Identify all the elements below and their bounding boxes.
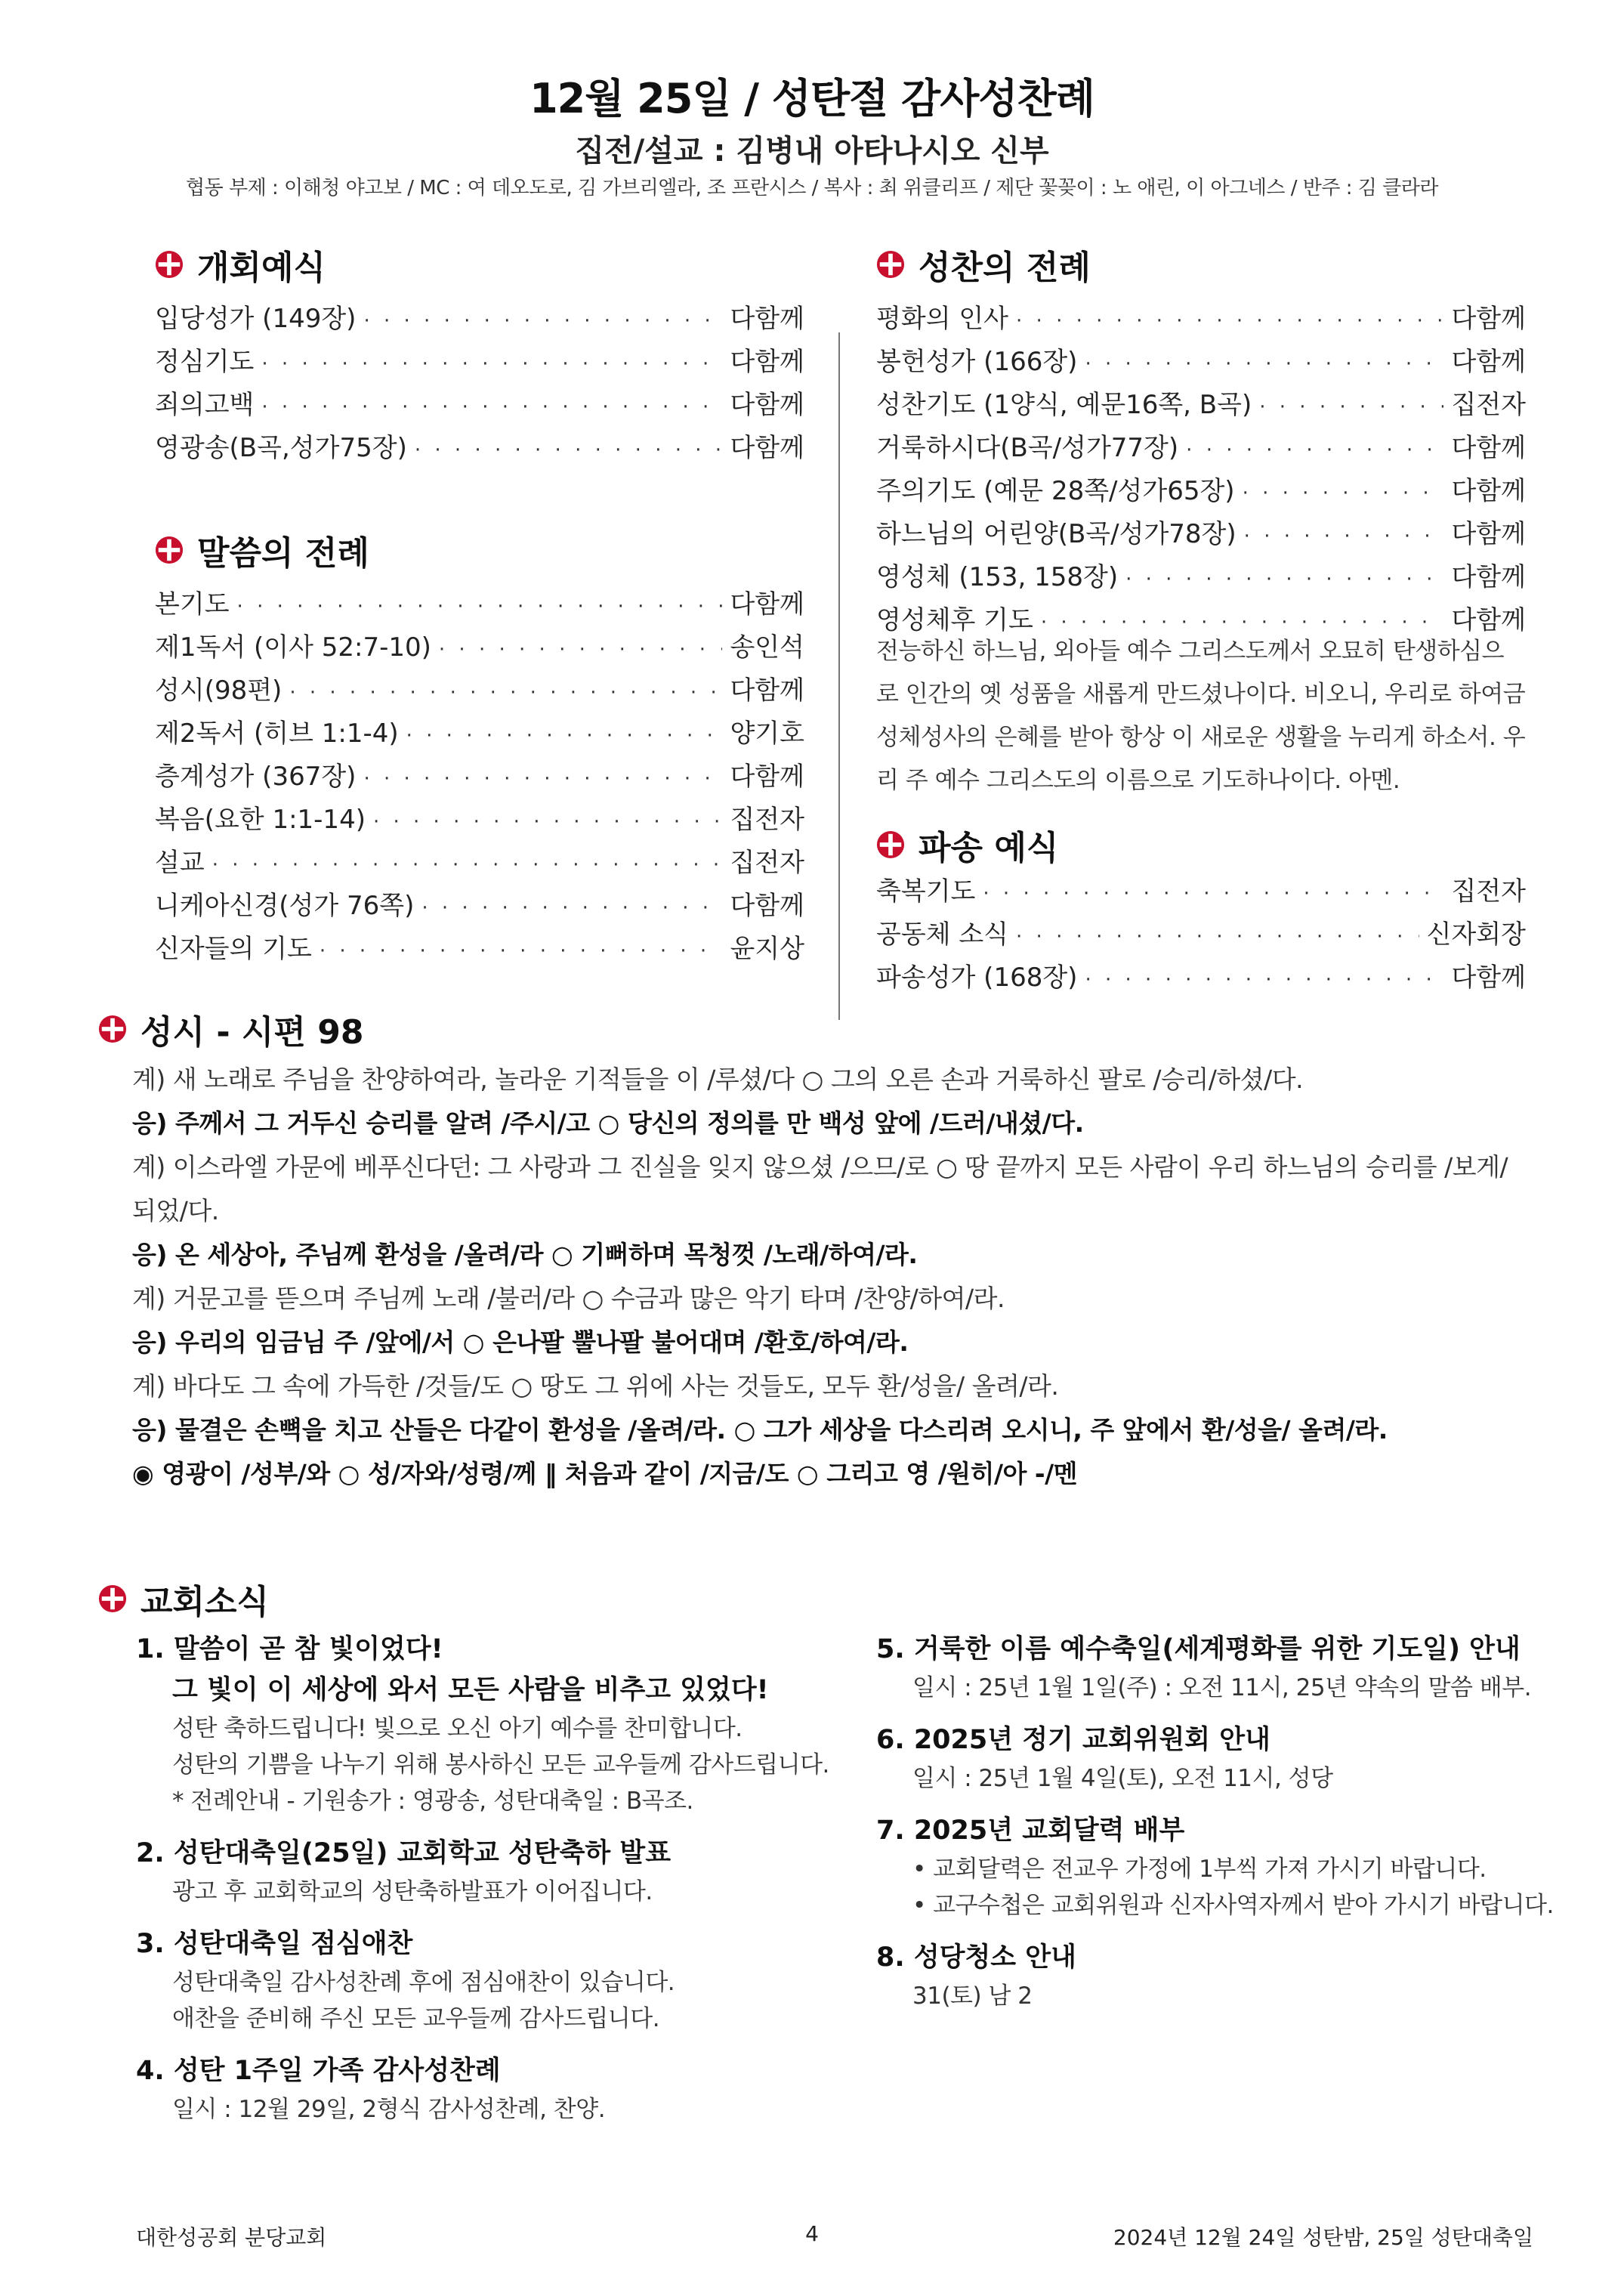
psalm-line: 응) 온 세상아, 주님께 환성을 /올려/라 ○ 기뻐하며 목청껏 /노래/하여/라.: [132, 1240, 918, 1269]
news-title: 8. 성당청소 안내: [876, 1942, 1076, 1973]
liturgy-item-name: 성찬기도 (1양식, 예문16쪽, B곡): [876, 390, 1252, 420]
liturgy-item-name: 축복기도: [876, 876, 976, 907]
psalm-line: 응) 물결은 손뼉을 치고 산들은 다같이 환성을 /올려/라. ○ 그가 세상을 다스리려 오시니, 주 앞에서 환/성을/ 올려/라.: [132, 1415, 1388, 1445]
liturgy-item-name: 공동체 소식: [876, 919, 1009, 950]
dot-leader: [1243, 482, 1444, 505]
page-title: 12월 25일 / 성탄절 감사성찬례: [529, 75, 1095, 122]
jerusalem-cross-icon: [876, 830, 905, 859]
footer-date: 2024년 12월 24일 성탄밤, 25일 성탄대축일: [1113, 2225, 1533, 2250]
dot-leader: [320, 940, 723, 963]
news-title: 5. 거룩한 이름 예수축일(세계평화를 위한 기도일) 안내: [876, 1634, 1521, 1664]
news-text: 성탄 축하드립니다! 빛으로 오신 아기 예수를 찬미합니다.: [172, 1715, 743, 1742]
liturgy-row: [155, 712, 804, 756]
liturgy-item-performer: 다함께: [1451, 304, 1526, 334]
liturgy-item-name: 성시(98편): [155, 675, 283, 706]
liturgy-item-performer: 다함께: [730, 347, 804, 377]
news-text: 광고 후 교회학교의 성탄축하발표가 이어집니다.: [172, 1878, 653, 1905]
liturgy-item-name: 파송성가 (168장): [876, 963, 1078, 993]
news-text: 일시 : 12월 29일, 2형식 감사성찬례, 찬양.: [172, 2096, 606, 2123]
liturgy-row: [876, 513, 1526, 556]
dot-leader: [1016, 926, 1419, 948]
word-list: [155, 583, 804, 971]
section-eucharist-heading: [876, 240, 1091, 289]
news-item: [876, 1810, 1586, 1924]
liturgy-row: [155, 427, 804, 470]
dot-leader: [1186, 439, 1443, 462]
liturgy-item-performer: 다함께: [1451, 347, 1526, 377]
liturgy-item-performer: 신자회장: [1426, 919, 1526, 950]
dot-leader: [421, 897, 722, 919]
section-word-heading: [155, 526, 369, 574]
section-news-heading: [98, 1575, 269, 1623]
dot-leader: [261, 396, 722, 419]
dot-leader: [363, 768, 722, 790]
post-communion-prayer: 전능하신 하느님, 외아들 예수 그리스도께서 오묘히 탄생하심으로 인간의 옛 성품을 새롭게 만드셨나이다. 비오니, 우리로 하여금 성체성사의 은혜를 받아 항상 이 새로운 생활을 누리게 하소서. 우리 주 예수 그리스도의 이름으로 기도하나이다. 아멘.: [876, 638, 1526, 794]
liturgy-row: [155, 341, 804, 384]
liturgy-item-performer: 송인석: [730, 632, 804, 663]
psalm-line: ◉ 영광이 /성부/와 ○ 성/자와/성령/께 ‖ 처음과 같이 /지금/도 ○ 그리고 영 /원히/아 -/멘: [132, 1459, 1078, 1488]
liturgy-item-performer: 다함께: [1451, 433, 1526, 463]
liturgy-item-name: 본기도: [155, 589, 230, 620]
news-bullet: • 교구수첩은 교회위원과 신자사역자께서 받아 가시기 바랍니다.: [912, 1892, 1554, 1919]
liturgy-row: [876, 341, 1526, 384]
page-subtitle: 집전/설교 : 김병내 아타나시오 신부: [575, 134, 1049, 168]
liturgy-item-name: 봉헌성가 (166장): [876, 347, 1078, 377]
news-text: 31(토) 남 2: [912, 1982, 1033, 2010]
liturgy-item-name: 평화의 인사: [876, 304, 1009, 334]
section-dismissal-heading: [876, 820, 1058, 869]
section-opening-heading: [155, 240, 326, 289]
news-text: 성탄대축일 감사성찬례 후에 점심애찬이 있습니다.: [172, 1969, 675, 1996]
news-left-column: [136, 1629, 846, 2141]
liturgy-item-name: 층계성가 (367장): [155, 762, 357, 792]
news-item: [136, 1629, 846, 1819]
news-title: 3. 성탄대축일 점심애찬: [136, 1929, 413, 1959]
column-divider: [838, 332, 840, 1020]
liturgy-row: [155, 799, 804, 842]
section-title: 교회소식: [140, 1583, 270, 1621]
liturgy-item-performer: 다함께: [730, 390, 804, 420]
liturgy-row: [876, 870, 1526, 913]
news-title: 6. 2025년 정기 교회위원회 안내: [876, 1725, 1270, 1755]
news-title: 4. 성탄 1주일 가족 감사성찬례: [136, 2056, 501, 2086]
section-psalm-heading: [98, 1005, 363, 1053]
liturgy-item-performer: 윤지상: [730, 934, 804, 964]
news-item: [876, 1720, 1586, 1797]
liturgy-item-performer: 양기호: [730, 718, 804, 749]
liturgy-item-performer: 다함께: [1451, 963, 1526, 993]
section-title: 성시 - 시편 98: [140, 1013, 364, 1052]
liturgy-row: [876, 384, 1526, 427]
news-title: 1. 말씀이 곧 참 빛이었다!: [136, 1634, 443, 1664]
liturgy-item-performer: 다함께: [1451, 476, 1526, 506]
liturgy-item-performer: 집전자: [730, 805, 804, 835]
dot-leader: [1125, 568, 1443, 591]
liturgy-item-name: 신자들의 기도: [155, 934, 312, 964]
news-text: 일시 : 25년 1월 4일(토), 오전 11시, 성당: [912, 1765, 1333, 1792]
dot-leader: [237, 595, 723, 618]
opening-list: [155, 298, 804, 470]
liturgy-row: [876, 298, 1526, 341]
jerusalem-cross-icon: [155, 536, 184, 564]
liturgy-item-performer: 집전자: [1451, 876, 1526, 907]
liturgy-item-name: 제1독서 (이사 52:7-10): [155, 632, 431, 663]
liturgy-row: [155, 626, 804, 669]
assistants-line: 협동 부제 : 이해청 야고보 / MC : 여 데오도로, 김 가브리엘라, 조 프란시스 / 복사 : 최 위클리프 / 제단 꽃꽂이 : 노 애린, 이 아그네스 / 반주 : 김 클라라: [186, 177, 1438, 199]
liturgy-item-name: 입당성가 (149장): [155, 304, 357, 334]
liturgy-row: [876, 956, 1526, 1000]
liturgy-row: [155, 885, 804, 928]
news-item: [876, 1629, 1586, 1706]
liturgy-item-performer: 다함께: [730, 762, 804, 792]
dot-leader: [439, 638, 723, 661]
section-title: 파송 예식: [919, 829, 1059, 867]
section-title: 성찬의 전례: [919, 249, 1091, 287]
news-text: 성탄의 기쁨을 나누기 위해 봉사하신 모든 교우들께 감사드립니다.: [172, 1751, 829, 1778]
liturgy-item-performer: 다함께: [730, 675, 804, 706]
liturgy-item-performer: 다함께: [730, 433, 804, 463]
jerusalem-cross-icon: [98, 1584, 127, 1613]
liturgy-row: [155, 928, 804, 971]
liturgy-item-performer: 집전자: [730, 848, 804, 878]
dot-leader: [1085, 969, 1443, 991]
dismissal-list: [876, 870, 1526, 1000]
liturgy-item-name: 죄의고백: [155, 390, 255, 420]
dot-leader: [363, 310, 722, 332]
liturgy-row: [876, 913, 1526, 956]
news-title-line2: 그 빛이 이 세상에 와서 모든 사람을 비추고 있었다!: [172, 1675, 769, 1705]
dot-leader: [1259, 396, 1443, 419]
liturgy-item-name: 니케아신경(성가 76쪽): [155, 891, 415, 921]
dot-leader: [406, 725, 723, 747]
psalm-text: [132, 1058, 1582, 1496]
liturgy-item-name: 정심기도: [155, 347, 255, 377]
psalm-line: 계) 거문고를 뜯으며 주님께 노래 /불러/라 ○ 수금과 많은 악기 타며 /찬양/하여/라.: [132, 1284, 1005, 1313]
news-text: * 전례안내 - 기원송가 : 영광송, 성탄대축일 : B곡조.: [172, 1788, 693, 1815]
news-item: [136, 1924, 846, 2037]
psalm-line: 응) 주께서 그 거두신 승리를 알려 /주시/고 ○ 당신의 정의를 만 백성 앞에 /드러/내셨/다.: [132, 1108, 1084, 1138]
dot-leader: [1016, 310, 1443, 332]
liturgy-row: [155, 756, 804, 799]
liturgy-item-name: 제2독서 (히브 1:1-4): [155, 718, 399, 749]
liturgy-row: [876, 470, 1526, 513]
dot-leader: [1244, 525, 1444, 548]
liturgy-row: [155, 842, 804, 885]
psalm-line: 응) 우리의 임금님 주 /앞에/서 ○ 은나팔 뿔나팔 불어대며 /환호/하여/라.: [132, 1327, 909, 1357]
dot-leader: [1085, 353, 1443, 375]
news-right-column: [876, 1629, 1586, 2028]
liturgy-item-performer: 다함께: [730, 304, 804, 334]
liturgy-item-performer: 다함께: [1451, 562, 1526, 592]
liturgy-item-name: 영성체 (153, 158장): [876, 562, 1119, 592]
footer-church-name: 대한성공회 분당교회: [136, 2225, 327, 2250]
liturgy-item-name: 거룩하시다(B곡/성가77장): [876, 433, 1179, 463]
dot-leader: [415, 439, 723, 462]
eucharist-list: [876, 298, 1526, 642]
liturgy-item-name: 복음(요한 1:1-14): [155, 805, 366, 835]
liturgy-row: [876, 556, 1526, 599]
liturgy-item-name: 주의기도 (예문 28쪽/성가65장): [876, 476, 1235, 506]
psalm-line: 계) 새 노래로 주님을 찬양하여라, 놀라운 기적들을 이 /루셨/다 ○ 그의 오른 손과 거룩하신 팔로 /승리/하셨/다.: [132, 1065, 1304, 1094]
news-text: 애찬을 준비해 주신 모든 교우들께 감사드립니다.: [172, 2005, 660, 2032]
news-item: [876, 1937, 1586, 2014]
liturgy-item-name: 영광송(B곡,성가75장): [155, 433, 407, 463]
liturgy-row: [876, 427, 1526, 470]
liturgy-item-performer: 집전자: [1451, 390, 1526, 420]
dot-leader: [289, 681, 722, 704]
liturgy-row: [155, 298, 804, 341]
footer-page-number: 4: [805, 2221, 819, 2246]
section-title: 개회예식: [197, 249, 326, 287]
liturgy-item-performer: 다함께: [730, 589, 804, 620]
jerusalem-cross-icon: [876, 250, 905, 279]
news-bullet: • 교회달력은 전교우 가정에 1부씩 가져 가시기 바랍니다.: [912, 1856, 1487, 1883]
jerusalem-cross-icon: [155, 250, 184, 279]
news-title: 7. 2025년 교회달력 배부: [876, 1816, 1185, 1846]
section-title: 말씀의 전례: [197, 534, 369, 573]
news-text: 일시 : 25년 1월 1일(주) : 오전 11시, 25년 약속의 말씀 배부.: [912, 1674, 1532, 1701]
liturgy-item-name: 하느님의 어린양(B곡/성가78장): [876, 519, 1237, 549]
liturgy-item-performer: 다함께: [1451, 519, 1526, 549]
dot-leader: [983, 882, 1443, 905]
liturgy-item-name: 영성체후 기도: [876, 605, 1033, 635]
dot-leader: [261, 353, 722, 375]
liturgy-row: [155, 384, 804, 427]
news-item: [136, 2050, 846, 2128]
liturgy-item-performer: 다함께: [1451, 605, 1526, 635]
news-item: [136, 1833, 846, 1910]
psalm-line: 계) 이스라엘 가문에 베푸신다던: 그 사랑과 그 진실을 잊지 않으셨 /으므/로 ○ 땅 끝까지 모든 사람이 우리 하느님의 승리를 /보게/: [132, 1152, 1508, 1182]
liturgy-item-performer: 다함께: [730, 891, 804, 921]
liturgy-row: [155, 583, 804, 626]
liturgy-row: [155, 669, 804, 712]
dot-leader: [373, 811, 722, 833]
liturgy-item-name: 설교: [155, 848, 205, 878]
jerusalem-cross-icon: [98, 1015, 127, 1043]
psalm-line: 되었/다.: [132, 1196, 219, 1225]
dot-leader: [212, 854, 723, 876]
news-title: 2. 성탄대축일(25일) 교회학교 성탄축하 발표: [136, 1838, 672, 1868]
psalm-line: 계) 바다도 그 속에 가득한 /것들/도 ○ 땅도 그 위에 사는 것들도, 모두 환/성을/ 올려/라.: [132, 1371, 1059, 1401]
